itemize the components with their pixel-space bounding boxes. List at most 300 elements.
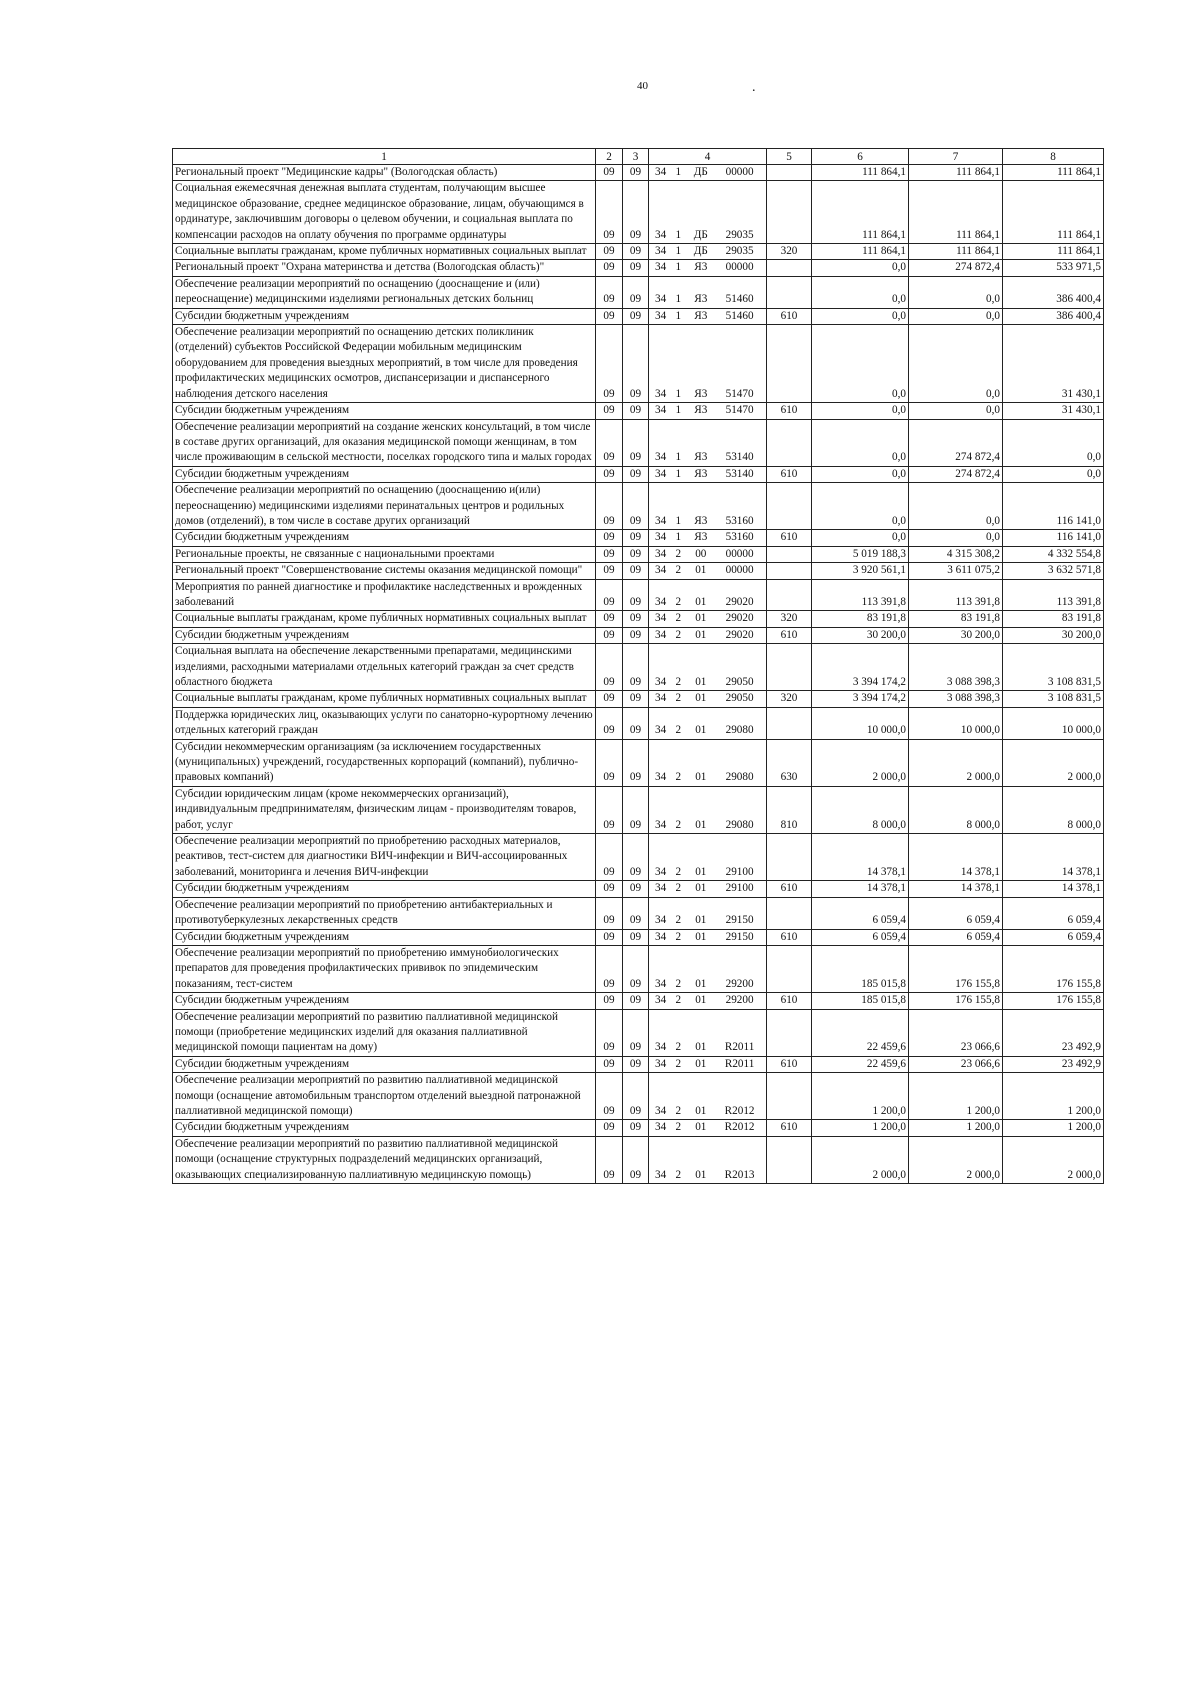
target-article-part: Я3 (694, 467, 708, 480)
amount-col-6: 5 019 188,3 (812, 546, 909, 562)
target-article-code (649, 308, 767, 324)
subsection-code: 09 (623, 1056, 649, 1072)
target-article-part: 2 (675, 1057, 682, 1070)
target-article-part: 29020 (725, 612, 754, 625)
target-article-part: 29100 (725, 882, 754, 895)
table-row (173, 945, 1104, 992)
target-article-part: 34 (654, 451, 667, 464)
subsection-code: 09 (623, 403, 649, 419)
target-article-part: ДБ (693, 228, 708, 241)
target-article-part: 2 (675, 564, 682, 577)
target-article-part: 01 (695, 692, 707, 705)
row-name: Субсидии бюджетным учреждениям (173, 403, 596, 419)
row-name: Субсидии юридическим лицам (кроме некоммерческих организаций), индивидуальным предпринимателям, физическим лицам - производителям товаров, работ, услуг (173, 786, 596, 833)
target-article-part: 2 (675, 547, 682, 560)
target-article-part: 34 (654, 293, 667, 306)
amount-col-7: 0,0 (909, 403, 1003, 419)
section-code: 09 (596, 1009, 623, 1056)
section-code: 09 (596, 276, 623, 308)
amount-col-7: 3 611 075,2 (909, 563, 1003, 579)
target-article-part: Я3 (694, 451, 708, 464)
table-row (173, 181, 1104, 244)
amount-col-6: 111 864,1 (812, 181, 909, 244)
section-code: 09 (596, 530, 623, 546)
subsection-code: 09 (623, 1009, 649, 1056)
expense-type-code (767, 276, 812, 308)
subsection-code: 09 (623, 1136, 649, 1183)
target-article-part: 34 (654, 692, 667, 705)
amount-col-7: 274 872,4 (909, 466, 1003, 482)
target-article-part: 1 (675, 309, 682, 322)
expense-type-code: 610 (767, 308, 812, 324)
amount-col-8: 1 200,0 (1003, 1073, 1104, 1120)
amount-col-6: 3 920 561,1 (812, 563, 909, 579)
target-article-part: 34 (654, 977, 667, 990)
target-article-code (649, 1120, 767, 1136)
row-name: Региональные проекты, не связанные с национальными проектами (173, 546, 596, 562)
column-header: 6 (812, 149, 909, 165)
target-article-part: 2 (675, 977, 682, 990)
target-article-part: 51460 (725, 293, 754, 306)
section-code: 09 (596, 325, 623, 403)
target-article-part: 01 (695, 612, 707, 625)
target-article-part: 29150 (725, 930, 754, 943)
section-code: 09 (596, 260, 623, 276)
target-article-part: 2 (675, 612, 682, 625)
amount-col-6: 0,0 (812, 419, 909, 466)
target-article-code (649, 1009, 767, 1056)
amount-col-8: 14 378,1 (1003, 834, 1104, 881)
table-row (173, 165, 1104, 181)
target-article-part: 01 (695, 628, 707, 641)
amount-col-6: 22 459,6 (812, 1009, 909, 1056)
row-name: Мероприятия по ранней диагностике и профилактике наследственных и врожденных заболеваний (173, 579, 596, 611)
row-name: Обеспечение реализации мероприятий по развитию паллиативной медицинской помощи (оснащение автомобильным транспортом отделений выездной патронажной паллиативной медицинской помощи) (173, 1073, 596, 1120)
target-article-part: 1 (675, 531, 682, 544)
table-row (173, 1120, 1104, 1136)
amount-col-6: 0,0 (812, 260, 909, 276)
amount-col-7: 6 059,4 (909, 929, 1003, 945)
target-article-part: Я3 (694, 387, 708, 400)
target-article-part: 34 (654, 245, 667, 258)
target-article-code (649, 419, 767, 466)
amount-col-6: 6 059,4 (812, 897, 909, 929)
table-row (173, 403, 1104, 419)
column-header: 1 (173, 149, 596, 165)
amount-col-8: 31 430,1 (1003, 403, 1104, 419)
target-article-code (649, 1056, 767, 1072)
target-article-part: 34 (654, 387, 667, 400)
section-code: 09 (596, 419, 623, 466)
section-code: 09 (596, 786, 623, 833)
amount-col-6: 10 000,0 (812, 707, 909, 739)
subsection-code: 09 (623, 1120, 649, 1136)
target-article-part: 01 (695, 724, 707, 737)
table-row (173, 483, 1104, 530)
section-code: 09 (596, 881, 623, 897)
section-code: 09 (596, 945, 623, 992)
subsection-code: 09 (623, 165, 649, 181)
expense-type-code (767, 1136, 812, 1183)
expense-type-code: 610 (767, 929, 812, 945)
page-number: 40 (637, 80, 648, 92)
target-article-part: 29020 (725, 628, 754, 641)
expense-type-code (767, 419, 812, 466)
section-code: 09 (596, 707, 623, 739)
amount-col-8: 386 400,4 (1003, 308, 1104, 324)
amount-col-8: 8 000,0 (1003, 786, 1104, 833)
target-article-part: 1 (675, 404, 682, 417)
target-article-part: 2 (675, 865, 682, 878)
amount-col-6: 83 191,8 (812, 611, 909, 627)
target-article-part: 2 (675, 994, 682, 1007)
subsection-code: 09 (623, 834, 649, 881)
expense-type-code: 810 (767, 786, 812, 833)
subsection-code: 09 (623, 260, 649, 276)
expense-type-code (767, 165, 812, 181)
target-article-part: 1 (675, 166, 682, 178)
target-article-part: 29200 (725, 977, 754, 990)
amount-col-8: 111 864,1 (1003, 181, 1104, 244)
target-article-code (649, 739, 767, 786)
amount-col-7: 176 155,8 (909, 993, 1003, 1009)
table-row (173, 691, 1104, 707)
target-article-part: 01 (695, 564, 707, 577)
target-article-part: R2012 (724, 1121, 755, 1134)
section-code: 09 (596, 739, 623, 786)
amount-col-6: 2 000,0 (812, 1136, 909, 1183)
amount-col-6: 0,0 (812, 483, 909, 530)
target-article-part: 34 (654, 1057, 667, 1070)
amount-col-7: 2 000,0 (909, 1136, 1003, 1183)
amount-col-7: 4 315 308,2 (909, 546, 1003, 562)
row-name: Обеспечение реализации мероприятий на создание женских консультаций, в том числе в составе других организаций, для оказания медицинской помощи женщинам, в том числе проживающим в сельской местности, поселках городского типа и малых городах (173, 419, 596, 466)
table-row (173, 834, 1104, 881)
amount-col-7: 83 191,8 (909, 611, 1003, 627)
target-article-code (649, 563, 767, 579)
section-code: 09 (596, 563, 623, 579)
row-name: Обеспечение реализации мероприятий по приобретению расходных материалов, реактивов, тест-систем для диагностики ВИЧ-инфекции и ВИЧ-ассоциированных заболеваний, мониторинга и лечения ВИЧ-инфекции (173, 834, 596, 881)
target-article-part: 34 (654, 771, 667, 784)
amount-col-6: 22 459,6 (812, 1056, 909, 1072)
target-article-part: 34 (654, 914, 667, 927)
target-article-part: 00 (695, 547, 707, 560)
expense-type-code (767, 579, 812, 611)
row-name: Субсидии бюджетным учреждениям (173, 929, 596, 945)
subsection-code: 09 (623, 691, 649, 707)
section-code: 09 (596, 165, 623, 181)
row-name: Обеспечение реализации мероприятий по оснащению детских поликлиник (отделений) субъектов Российской Федерации мобильным медицинским оборудованием для проведения выездных мероприятий, в том числе для проведения профилактических медицинских осмотров, диспансеризации и диспансерного наблюдения детского населения (173, 325, 596, 403)
expense-type-code: 610 (767, 881, 812, 897)
target-article-part: 01 (695, 1168, 707, 1181)
target-article-part: 29100 (725, 865, 754, 878)
target-article-part: 34 (654, 724, 667, 737)
target-article-part: 51460 (725, 309, 754, 322)
amount-col-6: 0,0 (812, 325, 909, 403)
expense-type-code: 610 (767, 1056, 812, 1072)
target-article-part: Я3 (694, 404, 708, 417)
subsection-code: 09 (623, 945, 649, 992)
column-header: 8 (1003, 149, 1104, 165)
target-article-part: 2 (675, 724, 682, 737)
section-code: 09 (596, 483, 623, 530)
amount-col-8: 31 430,1 (1003, 325, 1104, 403)
table-row (173, 466, 1104, 482)
expense-type-code: 610 (767, 627, 812, 643)
target-article-part: 29080 (725, 771, 754, 784)
expense-type-code (767, 834, 812, 881)
amount-col-8: 176 155,8 (1003, 945, 1104, 992)
subsection-code: 09 (623, 897, 649, 929)
amount-col-7: 8 000,0 (909, 786, 1003, 833)
expense-type-code (767, 1009, 812, 1056)
amount-col-7: 3 088 398,3 (909, 644, 1003, 691)
amount-col-8: 3 108 831,5 (1003, 691, 1104, 707)
target-article-code (649, 276, 767, 308)
target-article-code (649, 627, 767, 643)
amount-col-8: 0,0 (1003, 466, 1104, 482)
page-mark: . (752, 80, 756, 95)
expense-type-code (767, 181, 812, 244)
section-code: 09 (596, 993, 623, 1009)
target-article-part: Я3 (694, 261, 708, 274)
row-name: Региональный проект "Медицинские кадры" (Вологодская область) (173, 165, 596, 181)
section-code: 09 (596, 403, 623, 419)
amount-col-8: 116 141,0 (1003, 530, 1104, 546)
amount-col-6: 0,0 (812, 308, 909, 324)
amount-col-6: 185 015,8 (812, 993, 909, 1009)
row-name: Социальные выплаты гражданам, кроме публичных нормативных социальных выплат (173, 611, 596, 627)
table-row (173, 897, 1104, 929)
target-article-code (649, 1136, 767, 1183)
row-name: Субсидии бюджетным учреждениям (173, 308, 596, 324)
section-code: 09 (596, 181, 623, 244)
expense-type-code: 610 (767, 403, 812, 419)
target-article-part: 1 (675, 514, 682, 527)
target-article-part: 34 (654, 676, 667, 688)
expense-type-code (767, 546, 812, 562)
target-article-part: Я3 (694, 531, 708, 544)
target-article-part: 01 (695, 1057, 707, 1070)
expense-type-code (767, 325, 812, 403)
table-row (173, 260, 1104, 276)
row-name: Субсидии бюджетным учреждениям (173, 881, 596, 897)
amount-col-8: 6 059,4 (1003, 897, 1104, 929)
amount-col-8: 111 864,1 (1003, 165, 1104, 181)
target-article-part: 01 (695, 676, 707, 688)
subsection-code: 09 (623, 627, 649, 643)
target-article-code (649, 181, 767, 244)
amount-col-7: 2 000,0 (909, 739, 1003, 786)
amount-col-7: 176 155,8 (909, 945, 1003, 992)
target-article-part: 34 (654, 514, 667, 527)
amount-col-8: 3 108 831,5 (1003, 644, 1104, 691)
target-article-code (649, 611, 767, 627)
section-code: 09 (596, 1136, 623, 1183)
amount-col-6: 0,0 (812, 466, 909, 482)
amount-col-6: 3 394 174,2 (812, 691, 909, 707)
target-article-code (649, 929, 767, 945)
target-article-code (649, 881, 767, 897)
subsection-code: 09 (623, 308, 649, 324)
target-article-part: 34 (654, 404, 667, 417)
target-article-part: 34 (654, 531, 667, 544)
row-name: Обеспечение реализации мероприятий по оснащению (дооснащение и (или) переоснащение) медицинскими изделиями региональных детских больниц (173, 276, 596, 308)
target-article-part: 2 (675, 914, 682, 927)
target-article-code (649, 403, 767, 419)
amount-col-6: 14 378,1 (812, 834, 909, 881)
row-name: Обеспечение реализации мероприятий по оснащению (дооснащению и(или) переоснащению) медицинскими изделиями перинатальных центров и родильных домов (отделений), в том числе в составе других организаций (173, 483, 596, 530)
target-article-code (649, 530, 767, 546)
target-article-part: 29035 (725, 245, 754, 258)
expense-type-code (767, 483, 812, 530)
target-article-part: 00000 (725, 547, 754, 560)
subsection-code: 09 (623, 181, 649, 244)
target-article-part: 51470 (725, 387, 754, 400)
target-article-part: 1 (675, 245, 682, 258)
target-article-part: 34 (654, 930, 667, 943)
amount-col-6: 2 000,0 (812, 739, 909, 786)
target-article-part: 34 (654, 1104, 667, 1117)
amount-col-6: 111 864,1 (812, 244, 909, 260)
amount-col-6: 1 200,0 (812, 1073, 909, 1120)
expense-type-code: 610 (767, 530, 812, 546)
table-row (173, 579, 1104, 611)
amount-col-7: 1 200,0 (909, 1120, 1003, 1136)
row-name: Социальная выплата на обеспечение лекарственными препаратами, медицинскими изделиями, расходными материалами отдельных категорий граждан за счет средств областного бюджета (173, 644, 596, 691)
row-name: Субсидии бюджетным учреждениям (173, 627, 596, 643)
expense-type-code (767, 945, 812, 992)
table-row (173, 530, 1104, 546)
subsection-code: 09 (623, 244, 649, 260)
target-article-part: 2 (675, 818, 682, 831)
table-row (173, 627, 1104, 643)
target-article-part: 29200 (725, 994, 754, 1007)
expense-type-code (767, 644, 812, 691)
expense-type-code: 630 (767, 739, 812, 786)
target-article-code (649, 546, 767, 562)
amount-col-8: 83 191,8 (1003, 611, 1104, 627)
target-article-part: 01 (695, 595, 707, 608)
target-article-code (649, 691, 767, 707)
target-article-part: 34 (654, 882, 667, 895)
target-article-part: 2 (675, 1168, 682, 1181)
amount-col-7: 14 378,1 (909, 881, 1003, 897)
amount-col-7: 0,0 (909, 325, 1003, 403)
row-name: Социальная ежемесячная денежная выплата студентам, получающим высшее медицинское образование, среднее медицинское образование, лицам, обучающимся в ординатуре, заключившим договоры о целевом обучении, и социальная выплата по компенсации расходов на оплату обучения по программе ординатуры (173, 181, 596, 244)
amount-col-7: 23 066,6 (909, 1009, 1003, 1056)
target-article-code (649, 707, 767, 739)
target-article-part: 2 (675, 930, 682, 943)
subsection-code: 09 (623, 993, 649, 1009)
table-body (173, 165, 1104, 1184)
amount-col-7: 111 864,1 (909, 181, 1003, 244)
section-code: 09 (596, 466, 623, 482)
amount-col-8: 23 492,9 (1003, 1009, 1104, 1056)
amount-col-6: 0,0 (812, 276, 909, 308)
target-article-part: 1 (675, 387, 682, 400)
target-article-part: 00000 (725, 564, 754, 577)
target-article-part: 01 (695, 1104, 707, 1117)
target-article-part: 01 (695, 771, 707, 784)
amount-col-8: 6 059,4 (1003, 929, 1104, 945)
amount-col-8: 3 632 571,8 (1003, 563, 1104, 579)
target-article-part: 01 (695, 930, 707, 943)
target-article-part: 29050 (725, 676, 754, 688)
amount-col-7: 3 088 398,3 (909, 691, 1003, 707)
target-article-code (649, 1073, 767, 1120)
target-article-part: 34 (654, 309, 667, 322)
target-article-part: ДБ (693, 166, 708, 178)
table-row (173, 993, 1104, 1009)
table-row (173, 308, 1104, 324)
amount-col-7: 6 059,4 (909, 897, 1003, 929)
target-article-code (649, 165, 767, 181)
target-article-part: 2 (675, 771, 682, 784)
amount-col-7: 274 872,4 (909, 419, 1003, 466)
target-article-part: 01 (695, 977, 707, 990)
expense-type-code (767, 707, 812, 739)
table-row (173, 1009, 1104, 1056)
amount-col-8: 2 000,0 (1003, 1136, 1104, 1183)
target-article-part: 2 (675, 595, 682, 608)
amount-col-8: 111 864,1 (1003, 244, 1104, 260)
target-article-part: 2 (675, 628, 682, 641)
target-article-part: 34 (654, 628, 667, 641)
target-article-part: 1 (675, 228, 682, 241)
target-article-part: 34 (654, 228, 667, 241)
subsection-code: 09 (623, 707, 649, 739)
amount-col-6: 8 000,0 (812, 786, 909, 833)
row-name: Обеспечение реализации мероприятий по приобретению иммунобиологических препаратов для проведения профилактических прививок по эпидемическим показаниям, тест-систем (173, 945, 596, 992)
amount-col-8: 4 332 554,8 (1003, 546, 1104, 562)
section-code: 09 (596, 244, 623, 260)
table-row (173, 244, 1104, 260)
expense-type-code: 320 (767, 611, 812, 627)
row-name: Субсидии некоммерческим организациям (за исключением государственных (муниципальных) учреждений, государственных корпораций (компаний), публично-правовых компаний) (173, 739, 596, 786)
target-article-part: 01 (695, 1121, 707, 1134)
row-name: Социальные выплаты гражданам, кроме публичных нормативных социальных выплат (173, 691, 596, 707)
row-name: Субсидии бюджетным учреждениям (173, 466, 596, 482)
subsection-code: 09 (623, 929, 649, 945)
row-name: Социальные выплаты гражданам, кроме публичных нормативных социальных выплат (173, 244, 596, 260)
expense-type-code (767, 1073, 812, 1120)
amount-col-8: 10 000,0 (1003, 707, 1104, 739)
subsection-code: 09 (623, 739, 649, 786)
amount-col-6: 0,0 (812, 530, 909, 546)
table-row (173, 739, 1104, 786)
target-article-part: 34 (654, 547, 667, 560)
target-article-part: R2013 (724, 1168, 755, 1181)
amount-col-8: 2 000,0 (1003, 739, 1104, 786)
target-article-code (649, 897, 767, 929)
target-article-part: 34 (654, 818, 667, 831)
subsection-code: 09 (623, 1073, 649, 1120)
amount-col-6: 30 200,0 (812, 627, 909, 643)
amount-col-7: 0,0 (909, 276, 1003, 308)
target-article-part: 00000 (725, 261, 754, 274)
subsection-code: 09 (623, 881, 649, 897)
target-article-part: 2 (675, 692, 682, 705)
subsection-code: 09 (623, 546, 649, 562)
target-article-part: 34 (654, 1121, 667, 1134)
section-code: 09 (596, 579, 623, 611)
amount-col-6: 1 200,0 (812, 1120, 909, 1136)
target-article-code (649, 993, 767, 1009)
section-code: 09 (596, 1056, 623, 1072)
amount-col-8: 113 391,8 (1003, 579, 1104, 611)
table-row (173, 419, 1104, 466)
